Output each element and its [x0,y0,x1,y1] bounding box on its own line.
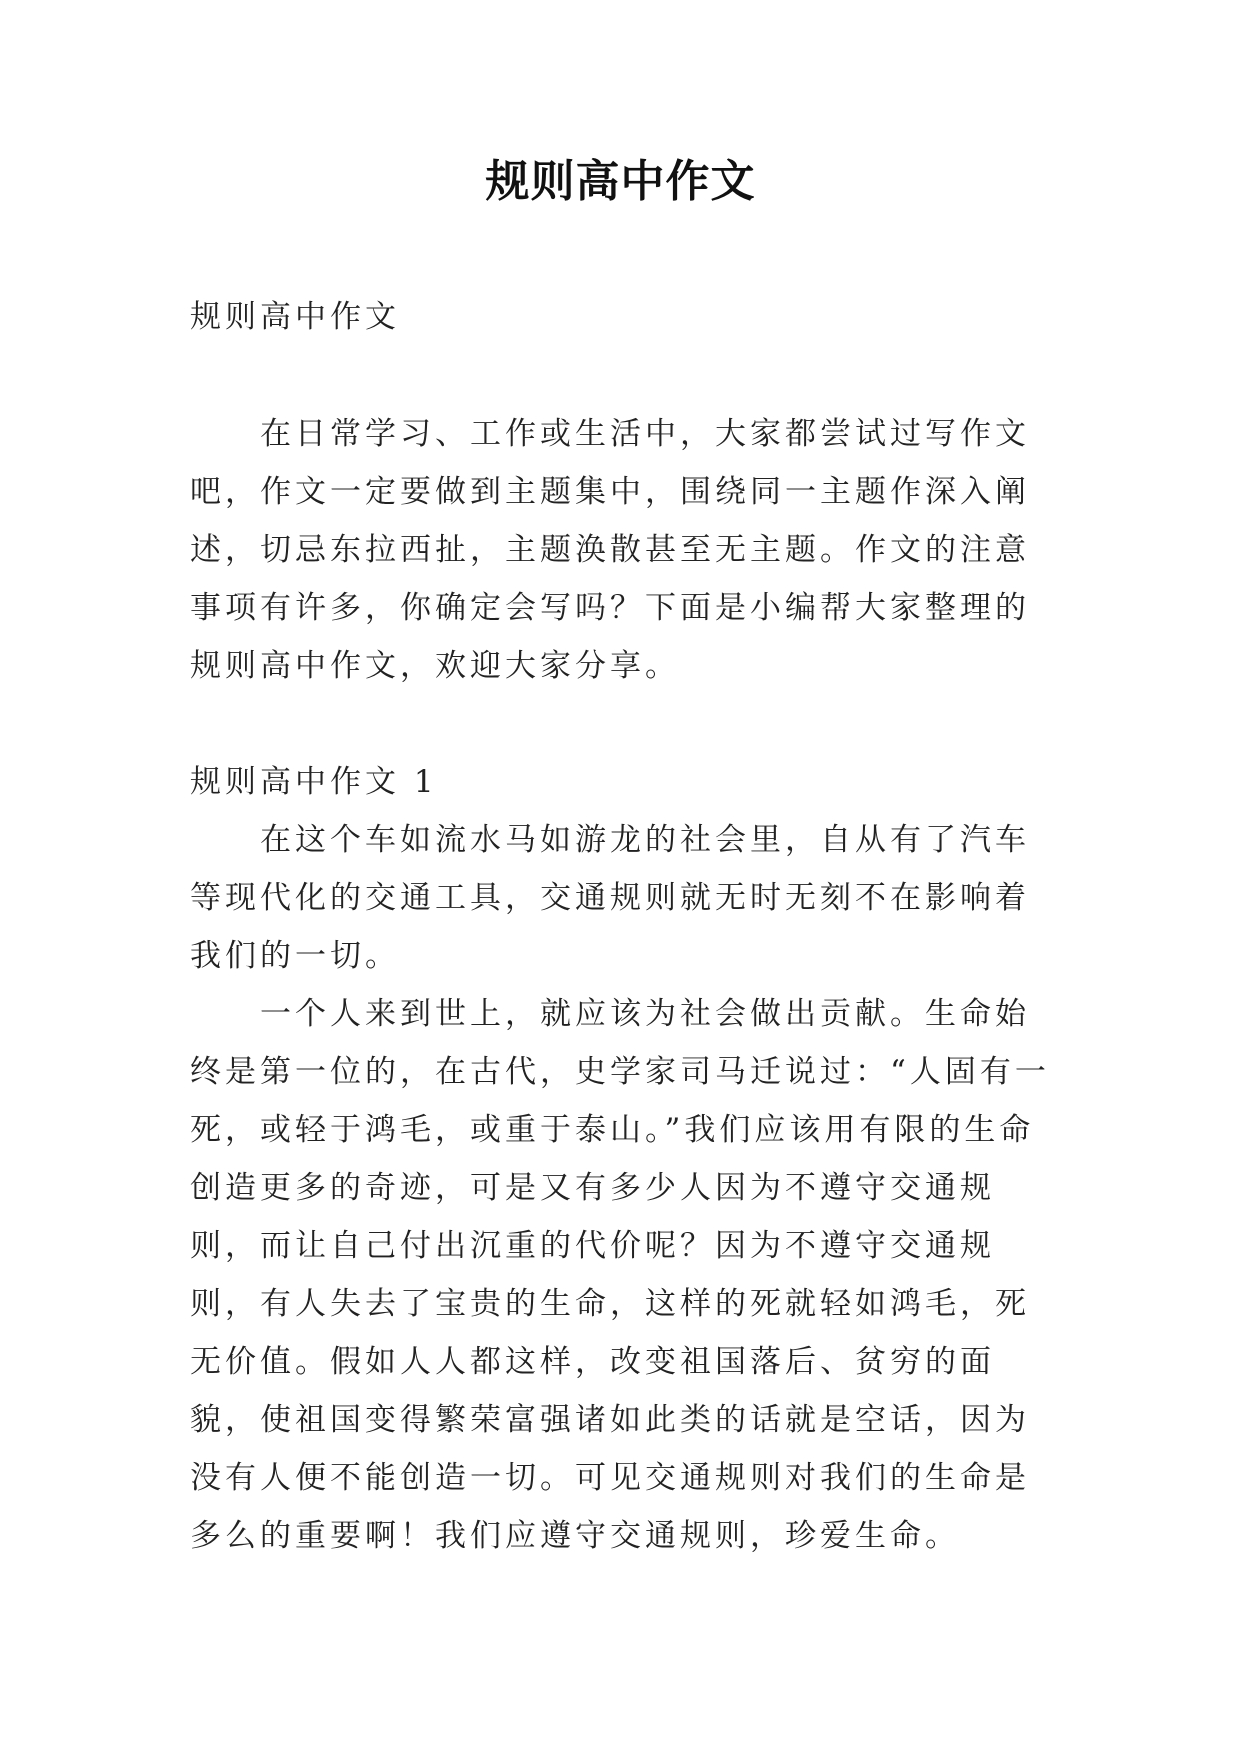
body-paragraph-2: 一个人来到世上，就应该为社会做出贡献。生命始终是第一位的，在古代，史学家司马迁说过：“人固有一死，或轻于鸿毛，或重于泰山。”我们应该用有限的生命创造更多的奇迹，可是又有多少人因为不遵守交通规则，而让自己付出沉重的代价呢？因为不遵守交通规则，有人失去了宝贵的生命，这样的死就轻如鸿毛，死无价值。假如人人都这样，改变祖国落后、贫穷的面貌，使祖国变得繁荣富强诸如此类的话就是空话，因为没有人便不能创造一切。可见交通规则对我们的生命是多么的重要啊！我们应遵守交通规则，珍爱生命。 [190,996,1050,1554]
section-heading: 规则高中作文 1 [190,764,438,800]
intro-paragraph: 在日常学习、工作或生活中，大家都尝试过写作文吧，作文一定要做到主题集中，围绕同一主题作深入阐述，切忌东拉西扯，主题涣散甚至无主题。作文的注意事项有许多，你确定会写吗？下面是小编帮大家整理的规则高中作文，欢迎大家分享。 [190,416,1030,684]
document-subtitle: 规则高中作文 [190,299,400,335]
page-title: 规则高中作文 [485,156,756,207]
body-paragraph-1: 在这个车如流水马如游龙的社会里，自从有了汽车等现代化的交通工具，交通规则就无时无刻不在影响着我们的一切。 [190,822,1030,974]
